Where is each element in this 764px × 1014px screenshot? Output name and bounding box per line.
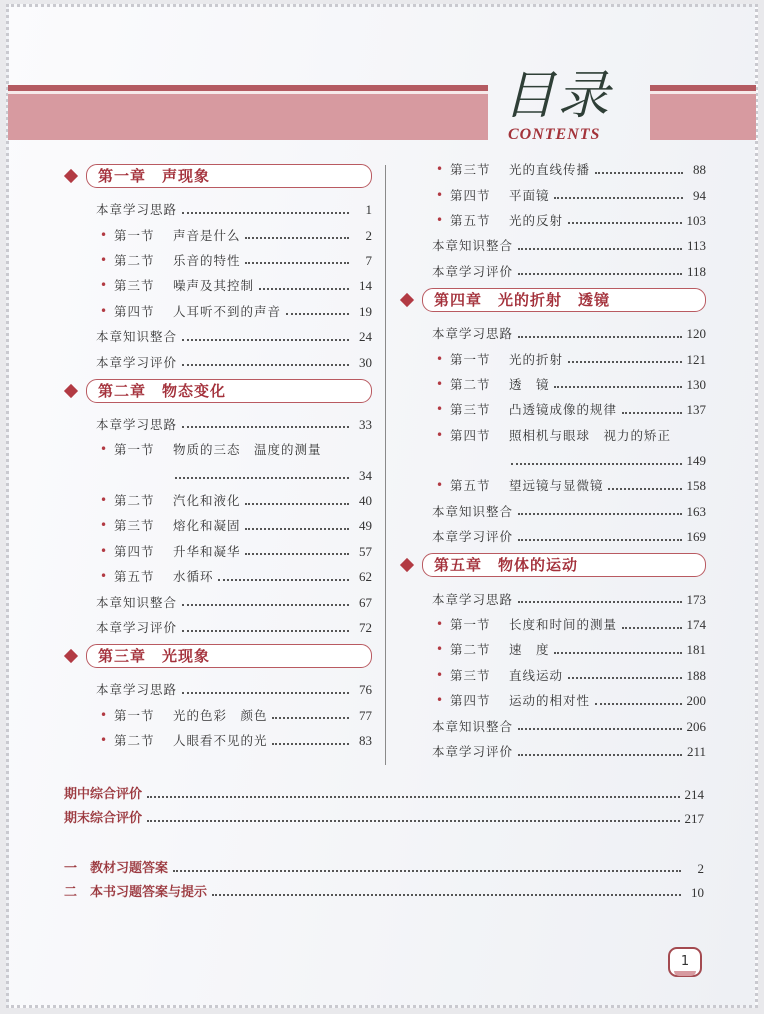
- diamond-icon: [64, 384, 78, 398]
- dot-leader: [568, 222, 682, 224]
- chapter-heading[interactable]: [402, 551, 706, 583]
- toc-entry[interactable]: [402, 208, 706, 233]
- entry-page: 103: [686, 212, 706, 228]
- bullet-icon: •: [100, 227, 108, 242]
- dot-leader: [147, 796, 679, 798]
- bullet-icon: •: [100, 518, 108, 533]
- toc-entry[interactable]: [66, 615, 372, 640]
- entry-page: 188: [686, 667, 706, 683]
- toc-entry[interactable]: [402, 259, 706, 284]
- entry-page: 217: [684, 810, 704, 826]
- entry-title: 第三节 噪声及其控制: [114, 278, 254, 294]
- toc-entry[interactable]: [402, 637, 706, 662]
- toc-entry[interactable]: [66, 197, 372, 222]
- bullet-icon: •: [436, 667, 444, 682]
- entry-page: 49: [359, 518, 372, 534]
- toc-entry[interactable]: [402, 586, 706, 611]
- dot-leader: [518, 754, 682, 756]
- chapter-heading[interactable]: [66, 642, 372, 674]
- entry-page: 1: [365, 202, 372, 218]
- entry-title: 第二节 汽化和液化: [114, 493, 241, 509]
- toc-entry[interactable]: [402, 612, 706, 637]
- header-band-right: [650, 85, 756, 140]
- chapter-heading[interactable]: [66, 162, 372, 194]
- entry-title: 第一节 光的色彩 颜色: [114, 707, 268, 723]
- exam-list: [64, 782, 704, 830]
- toc-entry[interactable]: [66, 349, 372, 374]
- dot-leader: [518, 248, 682, 250]
- entry-title: 本章学习思路: [432, 591, 514, 607]
- toc-entry[interactable]: [402, 182, 706, 207]
- entry-title: 第一节 长度和时间的测量: [450, 617, 617, 633]
- dot-leader: [245, 237, 349, 239]
- bullet-icon: •: [436, 642, 444, 657]
- toc-entry[interactable]: [402, 473, 706, 498]
- dot-leader: [182, 364, 349, 366]
- page-title: 目录: [503, 66, 612, 126]
- toc-entry[interactable]: [66, 248, 372, 273]
- dot-leader: [511, 463, 682, 465]
- dot-leader: [518, 539, 681, 541]
- entry-title: 本章学习思路: [96, 682, 178, 698]
- entry-title: 本章学习评价: [432, 529, 514, 545]
- entry-page: 67: [359, 594, 372, 610]
- toc-entry[interactable]: [402, 372, 706, 397]
- entry-title: 本章学习评价: [432, 744, 514, 759]
- diamond-icon: [400, 558, 414, 572]
- toc-entry[interactable]: [64, 806, 704, 830]
- toc-entry[interactable]: [64, 856, 704, 880]
- entry-title: 第四节 运动的相对性: [450, 693, 590, 709]
- entry-title: 本章学习思路: [432, 326, 514, 342]
- entry-title: 本章知识整合: [96, 329, 178, 345]
- dot-leader: [182, 692, 349, 694]
- entry-page: 158: [686, 478, 706, 494]
- bullet-icon: •: [100, 252, 108, 267]
- dot-leader: [518, 513, 681, 515]
- entry-page: 19: [359, 303, 372, 319]
- entry-title: 第五节 水循环: [114, 569, 214, 585]
- bullet-icon: •: [100, 733, 108, 748]
- entry-page: 118: [686, 263, 706, 279]
- entry-page: 211: [686, 744, 706, 759]
- page-number: 1: [668, 947, 702, 977]
- toc-entry[interactable]: [402, 233, 706, 258]
- entry-page: 14: [359, 278, 372, 294]
- chapter-title: 第三章 光现象: [98, 647, 211, 666]
- toc-right-column: [402, 157, 706, 764]
- entry-page: 200: [686, 693, 706, 709]
- entry-page: 33: [359, 416, 372, 432]
- entry-page: 76: [359, 682, 372, 698]
- entry-page: 94: [693, 187, 706, 203]
- toc-entry[interactable]: [66, 412, 372, 437]
- dot-leader: [182, 339, 349, 341]
- chapter-title: 第四章 光的折射 透镜: [434, 290, 611, 309]
- entry-page: 181: [686, 642, 706, 658]
- toc-entry[interactable]: [66, 222, 372, 247]
- dot-leader: [595, 172, 683, 174]
- dot-leader: [272, 743, 349, 745]
- entry-page: 30: [359, 354, 372, 370]
- entry-title: 本章学习思路: [96, 416, 178, 432]
- dot-leader: [518, 273, 682, 275]
- header-band-left: [8, 85, 488, 140]
- entry-title: 本章学习评价: [96, 620, 178, 636]
- entry-page: 169: [686, 529, 706, 545]
- dot-leader: [622, 412, 682, 414]
- entry-title: 第三节 凸透镜成像的规律: [450, 402, 617, 418]
- dot-leader: [518, 728, 681, 730]
- toc-entry[interactable]: [64, 782, 704, 806]
- toc-entry[interactable]: [402, 713, 706, 738]
- entry-page: 130: [686, 376, 706, 392]
- diamond-icon: [64, 649, 78, 663]
- bullet-icon: •: [436, 402, 444, 417]
- dot-leader: [182, 630, 349, 632]
- diamond-icon: [400, 293, 414, 307]
- entry-page: 121: [686, 351, 706, 367]
- bullet-icon: •: [436, 427, 444, 442]
- entry-page: 7: [365, 252, 372, 268]
- bullet-icon: •: [436, 162, 444, 177]
- entry-page: 149: [686, 453, 706, 469]
- dot-leader: [175, 477, 349, 479]
- dot-leader: [518, 601, 681, 603]
- entry-page: 163: [686, 503, 706, 519]
- toc-entry[interactable]: [66, 488, 372, 513]
- toc-entry[interactable]: [66, 539, 372, 564]
- toc-entry[interactable]: [402, 448, 706, 473]
- dot-leader: [272, 717, 349, 719]
- entry-title: 第四节 人耳听不到的声音: [114, 303, 281, 319]
- entry-page: 206: [686, 718, 706, 734]
- toc-entry[interactable]: [402, 157, 706, 182]
- toc-entry[interactable]: [66, 299, 372, 324]
- toc-entry[interactable]: [402, 739, 706, 764]
- entry-page: 173: [686, 591, 706, 607]
- toc-entry[interactable]: [66, 463, 372, 488]
- dot-leader: [182, 426, 349, 428]
- entry-page: 2: [365, 227, 372, 243]
- entry-title: 本章学习评价: [432, 263, 514, 279]
- chapter-title: 第二章 物态变化: [98, 381, 227, 400]
- dot-leader: [554, 652, 681, 654]
- toc-entry[interactable]: [66, 437, 372, 462]
- bullet-icon: •: [100, 303, 108, 318]
- bullet-icon: •: [436, 376, 444, 391]
- dot-leader: [554, 197, 683, 199]
- toc-entry[interactable]: [402, 663, 706, 688]
- toc-entry[interactable]: [66, 677, 372, 702]
- toc-entry[interactable]: [402, 688, 706, 713]
- bullet-icon: •: [436, 617, 444, 632]
- toc-entry[interactable]: [402, 346, 706, 371]
- toc-entry[interactable]: [66, 324, 372, 349]
- dot-leader: [568, 361, 682, 363]
- bullet-icon: •: [436, 478, 444, 493]
- dot-leader: [518, 336, 681, 338]
- entry-title: 本章知识整合: [432, 718, 514, 734]
- bullet-icon: •: [436, 212, 444, 227]
- entry-title: 第一节 声音是什么: [114, 227, 241, 243]
- column-divider: [385, 165, 386, 765]
- toc-entry[interactable]: [66, 273, 372, 298]
- entry-title: 第三节 直线运动: [450, 667, 563, 683]
- dot-leader: [245, 262, 349, 264]
- toc-entry[interactable]: [66, 703, 372, 728]
- chapter-heading[interactable]: [66, 377, 372, 409]
- entry-title: 本章知识整合: [96, 594, 178, 610]
- dot-leader: [245, 528, 349, 530]
- dot-leader: [147, 820, 679, 822]
- answer-list: [64, 856, 704, 904]
- entry-page: 40: [359, 493, 372, 509]
- entry-title: 二 本书习题答案与提示: [64, 884, 208, 900]
- toc-entry[interactable]: [402, 423, 706, 448]
- toc-entry[interactable]: [402, 321, 706, 346]
- entry-page: 77: [359, 707, 372, 723]
- bullet-icon: •: [100, 707, 108, 722]
- dot-leader: [245, 503, 349, 505]
- entry-title: 第四节 照相机与眼球 视力的矫正: [450, 427, 671, 443]
- entry-page: 174: [686, 617, 706, 633]
- entry-page: 10: [691, 884, 704, 900]
- bullet-icon: •: [100, 569, 108, 584]
- dot-leader: [554, 386, 681, 388]
- entry-title: 第二节 速 度: [450, 642, 550, 658]
- dot-leader: [212, 894, 681, 896]
- toc-entry[interactable]: [402, 524, 706, 549]
- entry-page: 137: [686, 402, 706, 418]
- dot-leader: [259, 288, 349, 290]
- dot-leader: [568, 677, 682, 679]
- dot-leader: [622, 627, 682, 629]
- entry-title: 第四节 平面镜: [450, 187, 550, 203]
- bullet-icon: •: [436, 351, 444, 366]
- dot-leader: [608, 488, 681, 490]
- entry-title: 第二节 人眼看不见的光: [114, 733, 268, 749]
- page-subtitle: CONTENTS: [508, 126, 601, 143]
- toc-entry[interactable]: [402, 499, 706, 524]
- dot-leader: [182, 212, 349, 214]
- dot-leader: [173, 870, 681, 872]
- entry-title: 第五节 望远镜与显微镜: [450, 478, 604, 494]
- chapter-heading[interactable]: [402, 286, 706, 318]
- entry-page: 83: [359, 733, 372, 749]
- entry-title: 第二节 透 镜: [450, 376, 550, 392]
- diamond-icon: [64, 169, 78, 183]
- chapter-title: 第五章 物体的运动: [434, 556, 579, 575]
- entry-title: 本章知识整合: [432, 238, 514, 254]
- toc-entry[interactable]: [402, 397, 706, 422]
- entry-title: 第一节 物质的三态 温度的测量: [114, 442, 322, 458]
- entry-title: 本章学习思路: [96, 202, 178, 218]
- entry-page: 62: [359, 569, 372, 585]
- entry-page: 120: [686, 326, 706, 342]
- entry-title: 第三节 熔化和凝固: [114, 518, 241, 534]
- dot-leader: [182, 604, 349, 606]
- dot-leader: [595, 703, 682, 705]
- bullet-icon: •: [100, 543, 108, 558]
- entry-title: 本章知识整合: [432, 503, 514, 519]
- entry-page: 2: [697, 860, 704, 876]
- entry-title: 第三节 光的直线传播: [450, 162, 590, 178]
- entry-title: 第二节 乐音的特性: [114, 252, 241, 268]
- entry-title: 第五节 光的反射: [450, 212, 563, 228]
- dot-leader: [286, 313, 349, 315]
- bullet-icon: •: [436, 187, 444, 202]
- chapter-title: 第一章 声现象: [98, 167, 211, 185]
- entry-title: 期末综合评价: [64, 810, 143, 826]
- dot-leader: [218, 579, 349, 581]
- toc-entry[interactable]: [66, 564, 372, 589]
- toc-entry[interactable]: [66, 589, 372, 614]
- entry-page: 57: [359, 543, 372, 559]
- dot-leader: [245, 553, 349, 555]
- bullet-icon: •: [100, 442, 108, 457]
- entry-page: 24: [359, 329, 372, 345]
- entry-title: 一 教材习题答案: [64, 860, 169, 876]
- toc-entry[interactable]: [64, 880, 704, 904]
- entry-title: 本章学习评价: [96, 354, 178, 370]
- toc-entry[interactable]: [66, 728, 372, 753]
- bullet-icon: •: [100, 278, 108, 293]
- entry-page: 72: [359, 620, 372, 636]
- entry-title: 第一节 光的折射: [450, 351, 563, 367]
- bullet-icon: •: [100, 493, 108, 508]
- entry-page: 113: [686, 238, 706, 254]
- entry-title: 第四节 升华和凝华: [114, 543, 241, 559]
- entry-page: 34: [359, 467, 372, 483]
- bullet-icon: •: [436, 693, 444, 708]
- entry-page: 88: [693, 162, 706, 178]
- entry-title: 期中综合评价: [64, 786, 143, 802]
- toc-left-column: [66, 160, 372, 753]
- entry-page: 214: [684, 786, 704, 802]
- toc-entry[interactable]: [66, 513, 372, 538]
